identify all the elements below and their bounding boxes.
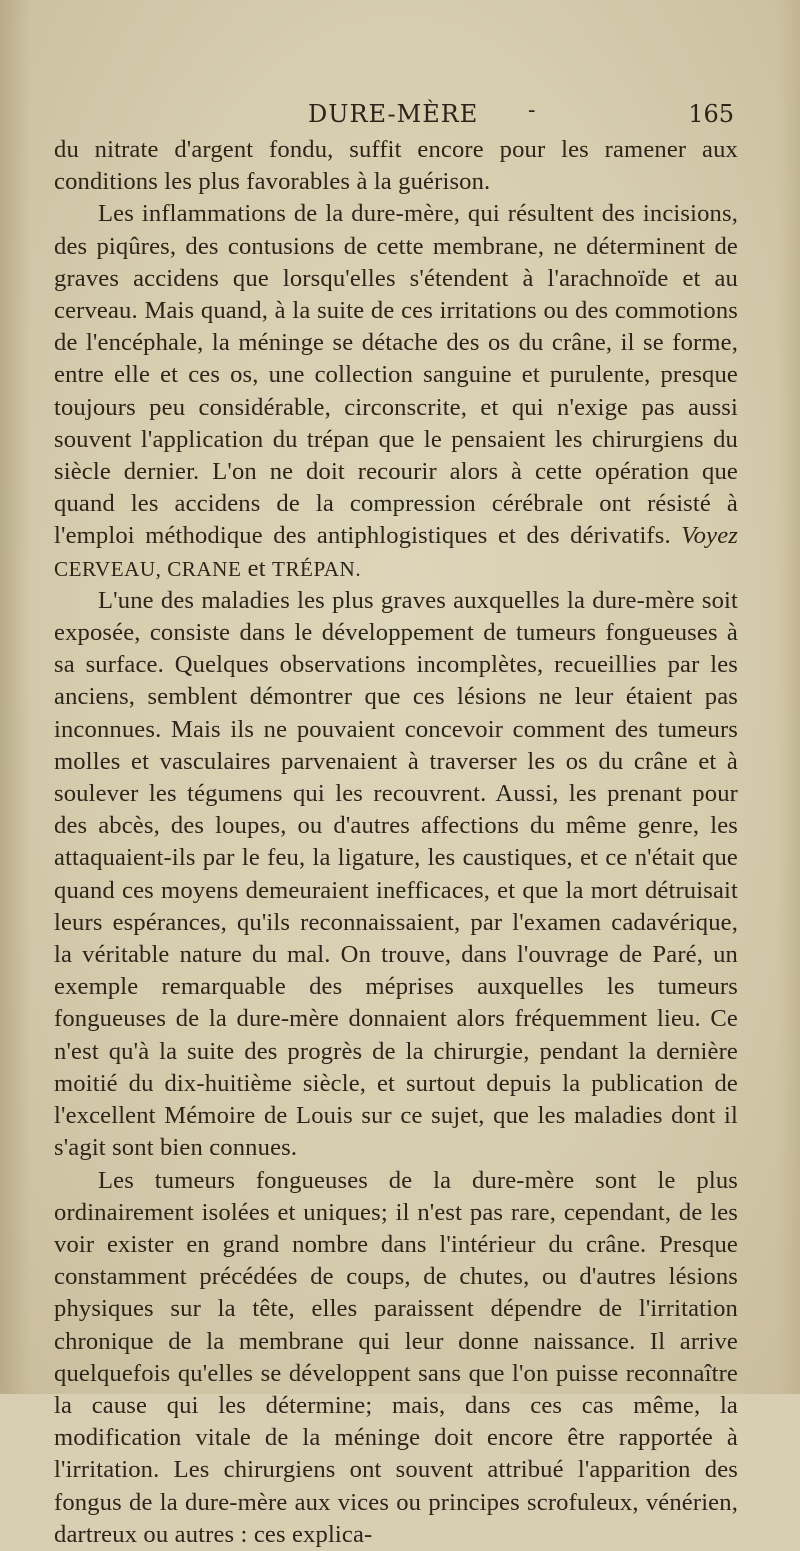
paragraph-text: du nitrate d'argent fondu, suffit encore pour les ramener aux conditions les plus favorables à la guérison.	[54, 136, 738, 196]
voyez-reference: Voyez	[681, 522, 738, 550]
cross-reference-conjunction: et	[247, 554, 266, 582]
running-header	[54, 100, 734, 134]
paragraph-text: L'une des maladies les plus graves auxquelles la dure-mère soit exposée, consiste dans le développement de tumeurs fongueuses à sa surface. Quelques observations incomplètes, recueillies par les anciens, semblent démontrer que ces lésions ne leur étaient pas inconnues. Mais ils ne pouvaient concevoir comment des tumeurs molles et vasculaires parvenaient à traverser les os du crâne et à soulever les tégumens qui les recouvrent. Aussi, les prenant pour des abcès, des loupes, ou d'autres affections du même genre, les attaquaient-ils par le feu, la ligature, les caustiques, et ce n'était que quand ces moyens demeuraient inefficaces, et que la mort détruisait leurs espérances, qu'ils reconnaissaient, par l'examen cadavérique, la véritable nature du mal. On trouve, dans l'ouvrage de Paré, un exemple remarquable des méprises auxquelles les tumeurs fongueuses de la dure-mère donnaient alors fréquemment lieu. Ce n'est qu'à la suite des progrès de la chirurgie, pendant la dernière moitié du dix-huitième siècle, et surtout depuis la publication de l'excellent Mémoire de Louis sur ce sujet, que les maladies dont il s'agit sont bien connues.	[54, 586, 738, 1162]
paragraph-tumeurs-causes	[54, 1165, 738, 1551]
cross-reference-last: TRÉPAN.	[272, 556, 362, 581]
paragraph-tumeurs-history	[54, 585, 738, 1165]
paragraph-inflammations	[54, 198, 738, 584]
header-dash: -	[528, 98, 536, 123]
paragraph-text: Les tumeurs fongueuses de la dure-mère sont le plus ordinairement isolées et uniques; il n'est pas rare, cependant, de les voir exister en grand nombre dans l'intérieur du crâne. Presque constamment précédées de coups, de chutes, ou d'autres lésions physiques sur la tête, elles paraissent dépendre de l'irritation chronique de la membrane qui leur donne naissance. Il arrive quelquefois qu'elles se développent sans que l'on puisse reconnaître la cause qui les détermine; mais, dans ces cas même, la modification vitale de la méninge doit encore être rapportée à l'irritation. Les chirurgiens ont souvent attribué l'apparition des fongus de la dure-mère aux vices ou principes scrofuleux, vénérien, dartreux ou autres : ces explica-	[54, 1166, 738, 1548]
body-text	[54, 134, 738, 1551]
running-title: DURE-MÈRE	[308, 100, 479, 128]
cross-reference-terms: CERVEAU, CRANE	[54, 556, 242, 581]
paragraph-continuation	[54, 134, 738, 198]
paragraph-text: Les inflammations de la dure-mère, qui résultent des incisions, des piqûres, des contusions de cette membrane, ne déterminent de graves accidens que lorsqu'elles s'étendent à l'arachnoïde et au cerveau. Mais quand, à la suite de ces irritations ou des commotions de l'encéphale, la méninge se détache des os du crâne, il se forme, entre elle et ces os, une collection sanguine et purulente, presque toujours peu considérable, circonscrite, et qui n'exige pas aussi souvent l'application du trépan que le pensaient les chirurgiens du siècle dernier. L'on ne doit recourir alors à cette opération que quand les accidens de la compression cérébrale ont résisté à l'emploi méthodique des antiphlogistiques et des dérivatifs.	[54, 200, 738, 550]
page-edge-shadow-left	[0, 0, 30, 1394]
page-edge-shadow-right	[778, 0, 800, 1394]
page-number: 165	[688, 100, 734, 128]
